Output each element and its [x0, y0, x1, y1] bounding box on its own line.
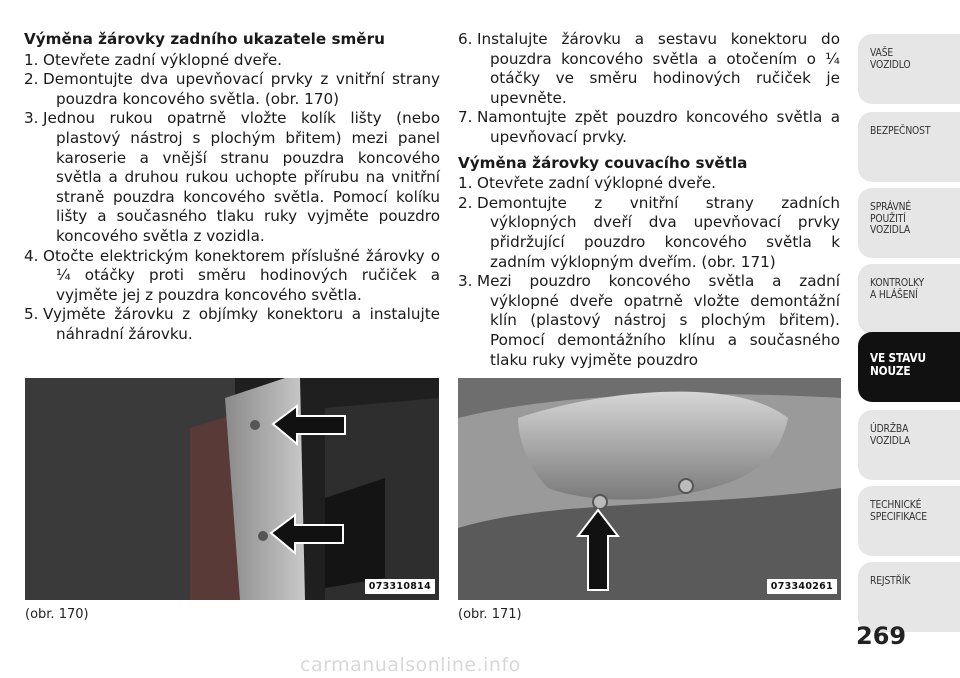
step-item [24, 109, 440, 246]
figure-170-illustration [25, 378, 439, 600]
chapter-tab[interactable] [858, 34, 960, 104]
step-text: Jednou rukou opatrně vložte kolík lišty (nebo plastový nástroj s plochým břitem) mezi panel karoserie a vnější stranu pouzdra koncového světla a druhou rukou uchopte přírubu na vnitřní straně pouzdra koncového světla. Pomocí kolíku lišty a současného tlaku ruky vyjměte pouzdro koncového světla z vozidla. [43, 109, 440, 245]
chapter-tab[interactable] [858, 112, 960, 182]
step-number: 4. [24, 246, 39, 265]
step-item [458, 272, 840, 370]
chapter-tab-label: TECHNICKÉ [870, 499, 922, 511]
chapter-tab-label: NOUZE [870, 364, 911, 378]
right-column [458, 30, 840, 370]
chapter-tab-label: VOZIDLA [870, 434, 911, 447]
step-number: 1. [24, 50, 39, 69]
step-item [24, 305, 440, 344]
figure-171-caption: (obr. 171) [458, 607, 522, 622]
right-steps-list-top [458, 30, 840, 148]
chapter-tab[interactable] [858, 264, 960, 334]
chapter-tab[interactable] [858, 486, 960, 556]
section-heading-turn-signal: Výměna žárovky zadního ukazatele směru [24, 30, 385, 48]
step-text: Vyjměte žárovku z objímky konektoru a instalujte náhradní žárovku. [43, 305, 440, 343]
step-item [458, 108, 840, 147]
step-text: Instalujte žárovku a sestavu konektoru do pouzdra koncového světla a otočením o ¼ otáčky ve směru hodinových ručiček je upevněte. [477, 30, 840, 107]
figure-170-caption: (obr. 170) [25, 607, 89, 622]
chapter-tab-label: VAŠE [870, 47, 894, 59]
step-number: 6. [458, 30, 473, 48]
watermark-text: carmanualsonline.info [300, 654, 521, 676]
step-text: Otočte elektrickým konektorem příslušné žárovky o ¼ otáčky proti směru hodinových ručiček a vyjměte jej z pouzdra koncového světla. [43, 246, 440, 304]
step-text: Demontujte dva upevňovací prvky z vnitřní strany pouzdra koncového světla. (obr. 170) [43, 70, 440, 108]
left-steps-list [24, 51, 440, 345]
step-number: 3. [24, 109, 39, 128]
figure-171-illustration [458, 378, 841, 600]
chapter-tab-label: VE STAVU [870, 351, 926, 365]
chapter-tab-label: KONTROLKY [870, 277, 925, 289]
step-number: 2. [24, 70, 39, 89]
figure-171-code: 073340261 [767, 579, 837, 594]
page-number: 269 [856, 622, 907, 650]
step-text: Namontujte zpět pouzdro koncového světla a upevňovací prvky. [477, 108, 840, 146]
step-item [458, 30, 840, 108]
chapter-tab-label: SPRÁVNÉ [870, 201, 912, 213]
step-text: Otevřete zadní výklopné dveře. [477, 174, 716, 193]
chapter-tab-label: SPECIFIKACE [870, 510, 927, 523]
section-heading-backup-light: Výměna žárovky couvacího světla [458, 153, 748, 172]
step-number: 7. [458, 108, 473, 127]
step-number: 3. [458, 272, 473, 291]
step-item [24, 70, 440, 109]
chapter-tab[interactable] [858, 410, 960, 480]
step-number: 2. [458, 193, 473, 212]
figure-170-code: 073310814 [365, 579, 435, 594]
chapter-tab-label: VOZIDLO [870, 58, 911, 71]
chapter-tab[interactable] [858, 332, 960, 402]
chapter-tab-label: REJSTŘÍK [870, 575, 911, 587]
step-text: Otevřete zadní výklopné dveře. [43, 50, 282, 69]
chapter-tab-label: BEZPEČNOST [870, 125, 931, 137]
chapter-tabs [858, 0, 960, 678]
step-number: 5. [24, 305, 39, 324]
left-column [24, 30, 440, 345]
chapter-tab[interactable] [858, 188, 960, 258]
step-item [458, 194, 840, 272]
step-item [24, 51, 440, 71]
step-number: 1. [458, 174, 473, 193]
right-steps-list [458, 174, 840, 370]
figure-171-photo [458, 378, 841, 600]
step-text: Mezi pouzdro koncového světla a zadní výklopné dveře opatrně vložte demontážní klín (plastový nástroj s plochým břitem). Pomocí demontážního klínu a současného tlaku ruky vyjměte pouzdro [477, 272, 840, 369]
chapter-tab-label: POUŽITÍ [870, 212, 906, 225]
step-item [24, 247, 440, 306]
step-text: Demontujte z vnitřní strany zadních výklopných dveří dva upevňovací prvky přidržující pouzdro koncového světla k zadním výklopným dveřím. (obr. 171) [477, 193, 840, 271]
chapter-tab-label: ÚDRŽBA [870, 423, 909, 435]
figure-170-photo [25, 378, 439, 600]
chapter-tab-label: VOZIDLA [870, 224, 911, 236]
step-item [458, 174, 840, 194]
chapter-tab-label: A HLÁŠENÍ [870, 288, 918, 301]
